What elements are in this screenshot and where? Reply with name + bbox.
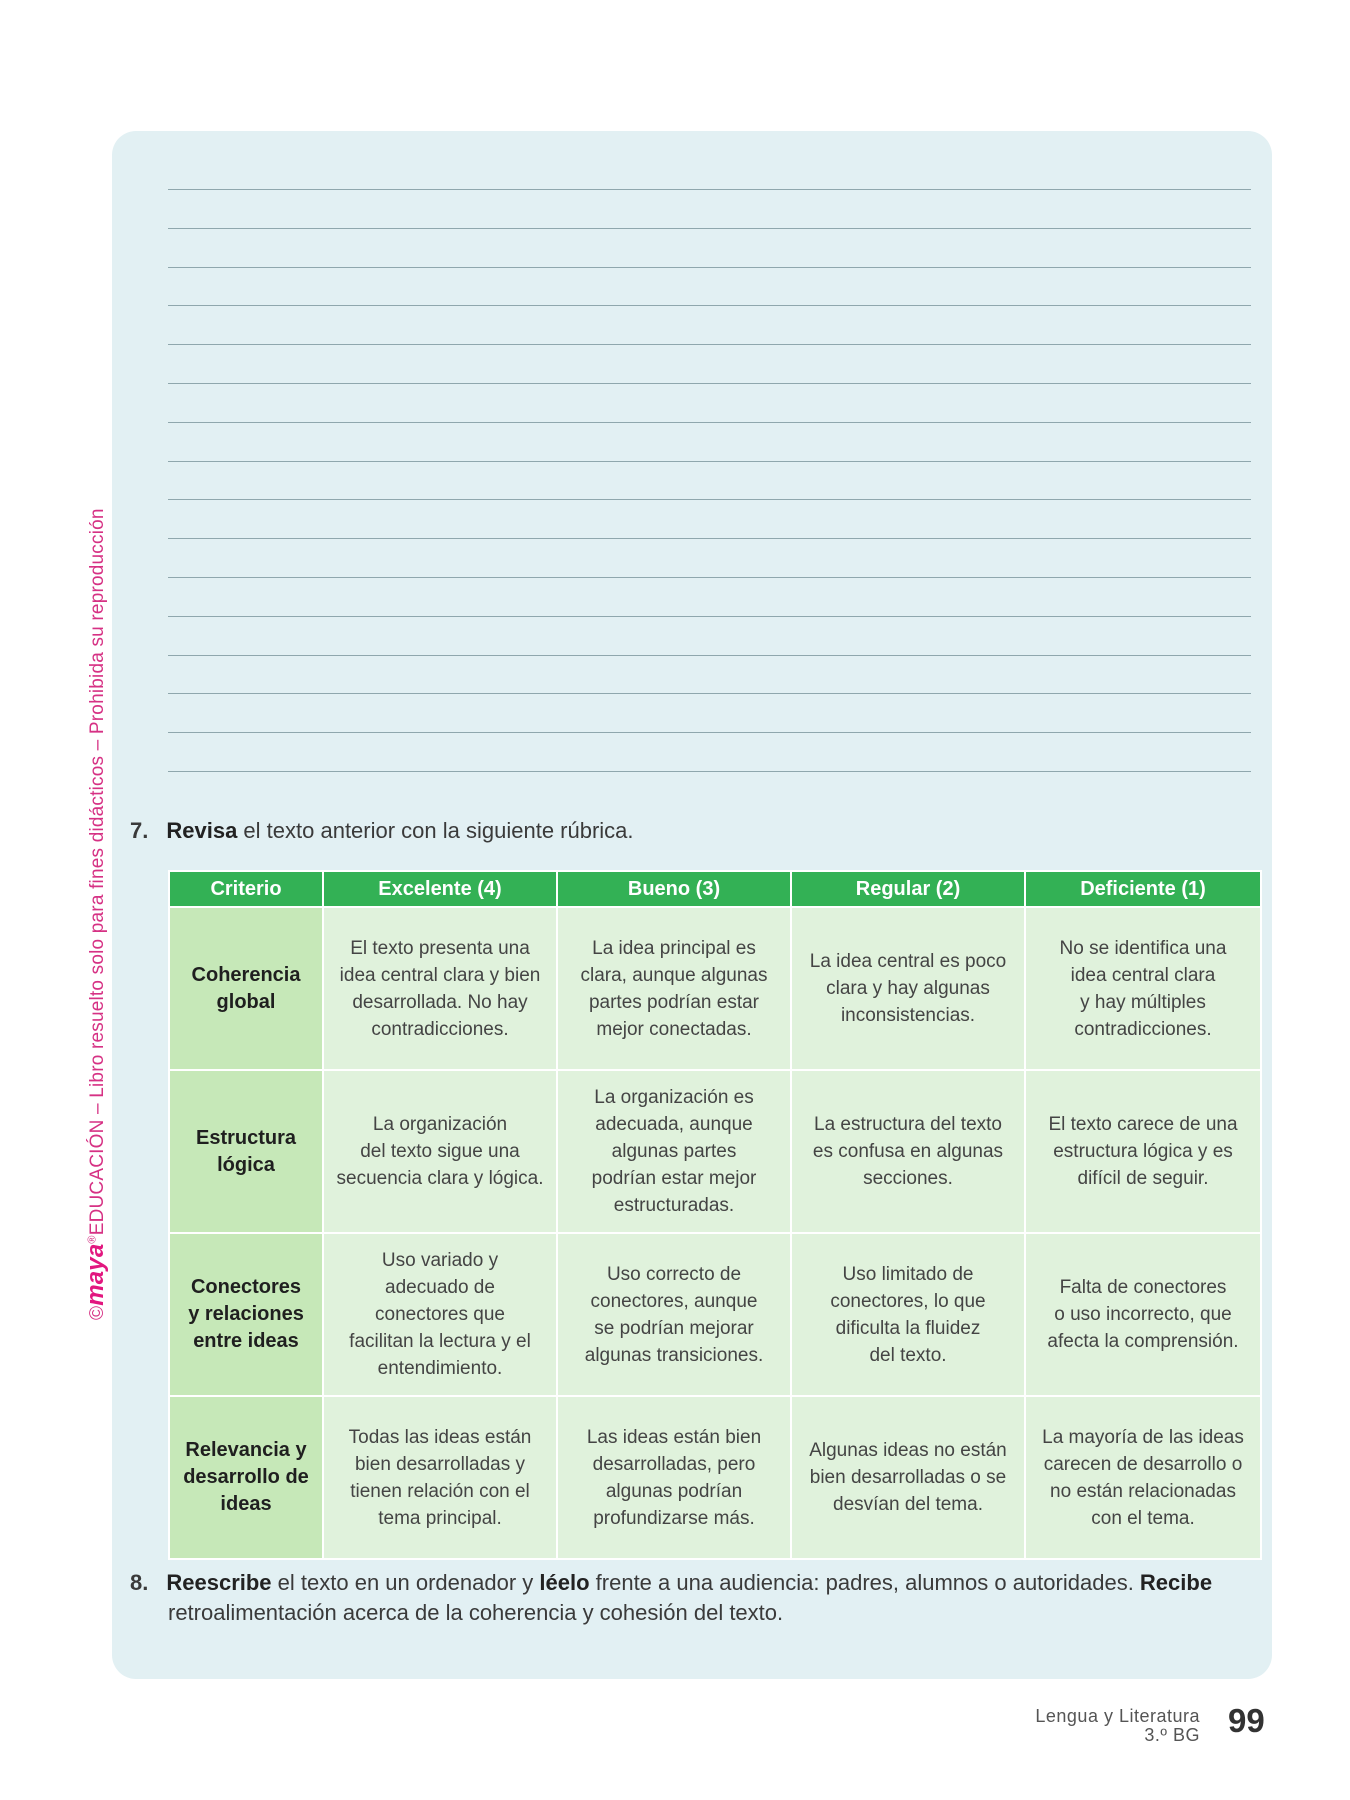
question-8 bbox=[130, 1568, 1260, 1628]
writing-line bbox=[168, 344, 1251, 345]
cell-text: La organización es adecuada, aunque algunas partes podrían estar mejor estructuradas. bbox=[591, 1087, 757, 1216]
rubric-cell bbox=[1025, 1233, 1261, 1396]
copyright-watermark bbox=[82, 508, 110, 1320]
criterion-label: Estructura lógica bbox=[195, 1126, 297, 1176]
writing-line bbox=[168, 499, 1251, 500]
question-number: 7. bbox=[130, 818, 149, 843]
cell-text: El texto presenta una idea central clara y bien desarrollada. No hay contradicciones. bbox=[339, 937, 541, 1040]
criterion-cell bbox=[169, 907, 323, 1070]
question-number: 8. bbox=[130, 1570, 149, 1595]
rubric-cell bbox=[323, 1396, 557, 1559]
cell-text: La mayoría de las ideas carecen de desarrollo o no están relacionadas con el tema. bbox=[1042, 1426, 1244, 1529]
criterion-label: Relevancia y desarrollo de ideas bbox=[183, 1439, 309, 1515]
rubric-cell bbox=[791, 1070, 1025, 1233]
table-row bbox=[169, 907, 1261, 1070]
cell-text: Uso correcto de conectores, aunque se podrían mejorar algunas transiciones. bbox=[584, 1263, 764, 1366]
criterion-cell bbox=[169, 1396, 323, 1559]
cell-text: Las ideas están bien desarrolladas, pero algunas podrían profundizarse más. bbox=[586, 1426, 762, 1529]
grade-label: 3.º BG bbox=[1144, 1725, 1200, 1745]
criterion-label: Coherencia global bbox=[191, 963, 301, 1013]
question-text-3: retroalimentación acerca de la coherencia y cohesión del texto. bbox=[168, 1600, 784, 1625]
cell-text: El texto carece de una estructura lógica y es difícil de seguir. bbox=[1048, 1114, 1238, 1189]
question-text-2: frente a una audiencia: padres, alumnos o autoridades. bbox=[589, 1570, 1140, 1595]
cell-text: La idea principal es clara, aunque algunas partes podrían estar mejor conectadas. bbox=[580, 937, 768, 1040]
writing-line bbox=[168, 305, 1251, 306]
criterion-label: Conectores y relaciones entre ideas bbox=[188, 1276, 304, 1352]
cell-text: La idea central es poco clara y hay algunas inconsistencias. bbox=[809, 951, 1007, 1026]
rubric-cell bbox=[791, 907, 1025, 1070]
writing-line bbox=[168, 383, 1251, 384]
rubric-cell bbox=[1025, 1396, 1261, 1559]
watermark-text: EDUCACIÓN – Libro resuelto solo para fines didácticos – Prohibida su reproducción bbox=[87, 508, 108, 1236]
header-bueno: Bueno (3) bbox=[557, 871, 791, 907]
registered-mark: ® bbox=[86, 1235, 99, 1244]
rubric-cell bbox=[557, 907, 791, 1070]
writing-line bbox=[168, 422, 1251, 423]
writing-line bbox=[168, 267, 1251, 268]
question-text: el texto anterior con la siguiente rúbrica. bbox=[237, 818, 634, 843]
criterion-cell bbox=[169, 1233, 323, 1396]
question-verb-reescribe: Reescribe bbox=[166, 1570, 272, 1595]
header-regular: Regular (2) bbox=[791, 871, 1025, 907]
cell-text: La estructura del texto es confusa en algunas secciones. bbox=[812, 1114, 1004, 1189]
writing-line bbox=[168, 189, 1251, 190]
rubric-cell bbox=[557, 1233, 791, 1396]
copyright-symbol: © bbox=[87, 1305, 108, 1320]
cell-text: Uso variado y adecuado de conectores que facilitan la lectura y el entendimiento. bbox=[349, 1250, 531, 1379]
question-verb: Revisa bbox=[166, 818, 238, 843]
cell-text: Uso limitado de conectores, lo que dificulta la fluidez del texto. bbox=[830, 1263, 986, 1366]
writing-line bbox=[168, 655, 1251, 656]
page-number: 99 bbox=[1228, 1702, 1265, 1739]
table-row bbox=[169, 1233, 1261, 1396]
table-row bbox=[169, 1070, 1261, 1233]
header-excelente: Excelente (4) bbox=[323, 871, 557, 907]
cell-text: La organización del texto sigue una secuencia clara y lógica. bbox=[336, 1114, 544, 1189]
rubric-cell bbox=[1025, 907, 1261, 1070]
cell-text: Algunas ideas no están bien desarrolladas o se desvían del tema. bbox=[809, 1440, 1007, 1515]
writing-line bbox=[168, 771, 1251, 772]
cell-text: Todas las ideas están bien desarrolladas y tienen relación con el tema principal. bbox=[348, 1426, 532, 1529]
footer-subject bbox=[1035, 1707, 1200, 1745]
rubric-cell bbox=[323, 1070, 557, 1233]
header-criterio: Criterio bbox=[169, 871, 323, 907]
header-deficiente: Deficiente (1) bbox=[1025, 871, 1261, 907]
rubric-cell bbox=[557, 1070, 791, 1233]
question-verb-leelo: léelo bbox=[539, 1570, 590, 1595]
rubric-cell bbox=[323, 1233, 557, 1396]
brand-logo: maya bbox=[82, 1243, 109, 1306]
rubric-header-row bbox=[169, 871, 1261, 907]
rubric-cell bbox=[791, 1396, 1025, 1559]
cell-text: Falta de conectores o uso incorrecto, que afecta la comprensión. bbox=[1047, 1277, 1239, 1352]
rubric-cell bbox=[1025, 1070, 1261, 1233]
question-7 bbox=[130, 818, 634, 844]
rubric-cell bbox=[323, 907, 557, 1070]
table-row bbox=[169, 1396, 1261, 1559]
rubric-cell bbox=[791, 1233, 1025, 1396]
writing-line bbox=[168, 538, 1251, 539]
question-text-1: el texto en un ordenador y bbox=[271, 1570, 540, 1595]
writing-line bbox=[168, 616, 1251, 617]
rubric-cell bbox=[557, 1396, 791, 1559]
writing-line bbox=[168, 228, 1251, 229]
question-verb-recibe: Recibe bbox=[1139, 1570, 1213, 1595]
writing-line bbox=[168, 732, 1251, 733]
subject-name: Lengua y Literatura bbox=[1035, 1706, 1200, 1726]
writing-line bbox=[168, 577, 1251, 578]
writing-line bbox=[168, 461, 1251, 462]
writing-line bbox=[168, 693, 1251, 694]
criterion-cell bbox=[169, 1070, 323, 1233]
cell-text: No se identifica una idea central clara y hay múltiples contradicciones. bbox=[1059, 937, 1227, 1040]
rubric-table bbox=[168, 870, 1262, 1560]
